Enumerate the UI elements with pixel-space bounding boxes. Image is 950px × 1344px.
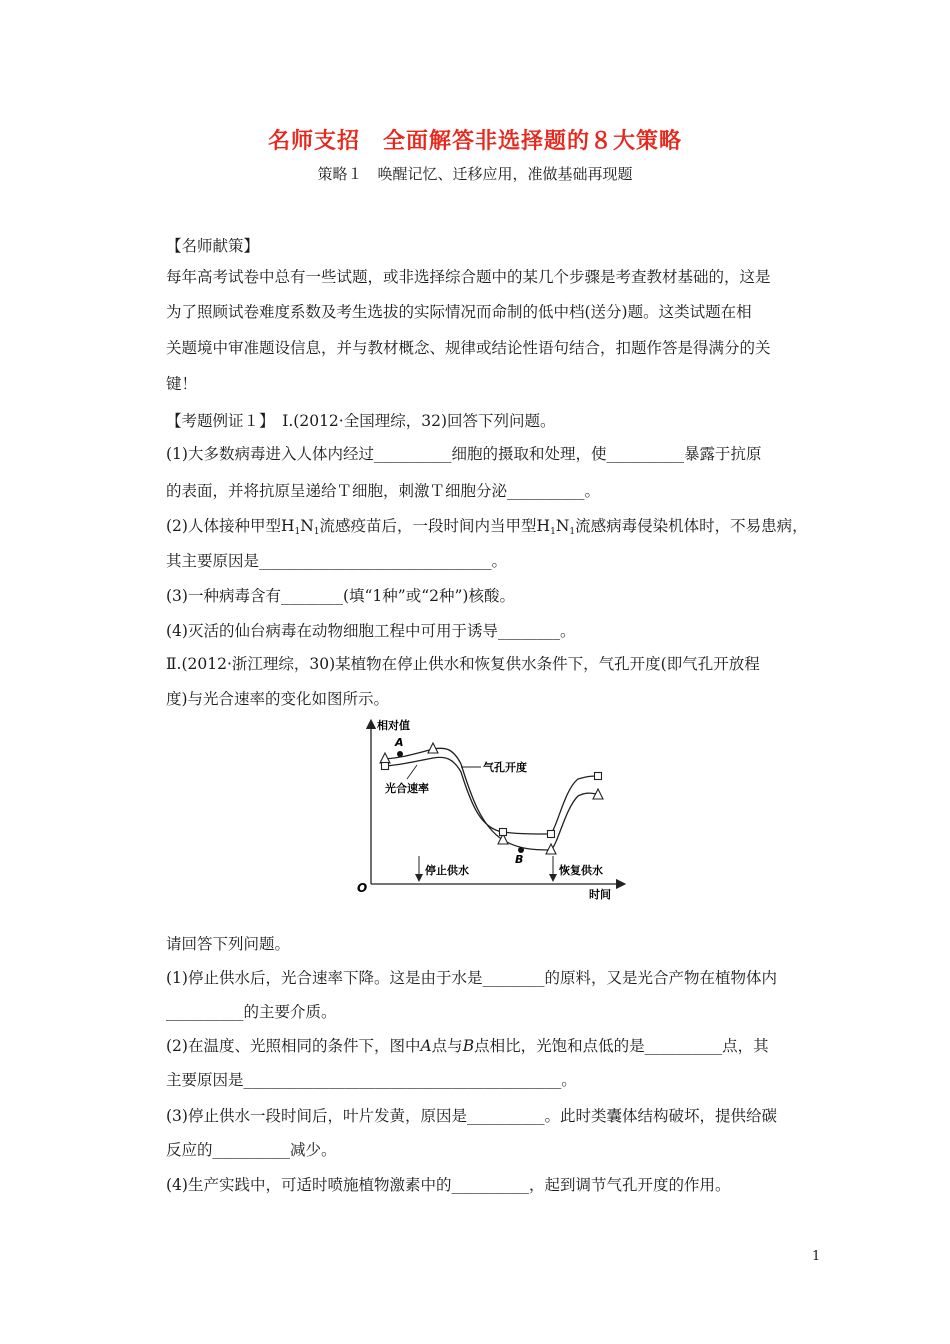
section-heading: 【名师献策】 (166, 237, 260, 255)
question-line: Ⅱ.(2012·浙江理综，30)某植物在停止供水和恢复供水条件下，气孔开度(即气孔开放程 (166, 655, 760, 673)
square-marker (595, 773, 602, 780)
question-line: 请回答下列问题。 (166, 935, 291, 953)
point-b-label: B (515, 853, 524, 866)
intro-line: 每年高考试卷中总有一些试题，或非选择综合题中的某几个步骤是考查教材基础的，这是 (166, 268, 771, 286)
intro-line: 关题境中审准题设信息，并与教材概念、规律或结论性语句结合，扣题作答是得满分的关 (166, 339, 771, 357)
square-marker (500, 829, 507, 836)
question-line: (3)一种病毒含有________(填“1种”或“2种”)核酸。 (166, 587, 515, 605)
resume-water-label: 恢复供水 (559, 864, 603, 877)
question-line: 度)与光合速率的变化如图所示。 (166, 690, 390, 708)
question-line: 主要原因是_________________________________________。 (166, 1071, 577, 1089)
stomata-photosynthesis-chart (353, 714, 628, 909)
question-line: (1)大多数病毒进入人体内经过__________细胞的摄取和处理，使__________暴露于抗原 (166, 445, 762, 463)
question-line: __________的主要介质。 (166, 1003, 337, 1021)
question-line: (2)在温度、光照相同的条件下，图中A点与B点相比，光饱和点低的是__________点，其 (166, 1037, 769, 1055)
question-line: 其主要原因是______________________________。 (166, 552, 508, 570)
question-line: (1)停止供水后，光合速率下降。这是由于水是________的原料，又是光合产物在植物体内 (166, 969, 777, 987)
question-line: (2)人体接种甲型$H_1N_1$流感疫苗后，一段时间内当甲型$H_1N_1$流感病毒侵染机体时，不易患病， (166, 517, 808, 537)
question-line: (3)停止供水一段时间后，叶片发黄，原因是__________。此时类囊体结构破坏，提供给碳 (166, 1107, 777, 1125)
stop-water-label: 停止供水 (425, 864, 469, 877)
intro-line: 键！ (166, 375, 198, 393)
triangle-marker (380, 753, 390, 763)
question-line: (4)生产实践中，可适时喷施植物激素中的__________，起到调节气孔开度的作用。 (166, 1176, 731, 1194)
stomata-series-label: 气孔开度 (483, 761, 527, 774)
y-axis-label: 相对值 (377, 719, 410, 732)
x-axis-label: 时间 (589, 888, 611, 901)
square-marker (382, 763, 389, 770)
question-line: 反应的__________减少。 (166, 1141, 337, 1159)
point-a-dot (397, 751, 403, 757)
page-title: 名师支招 全面解答非选择题的８大策略 (267, 129, 682, 154)
photosynthesis-series-label: 光合速率 (385, 782, 429, 795)
page-number: 1 (812, 1249, 821, 1264)
h1n1-label: $H_1N_1$ (280, 517, 320, 537)
origin-label: O (357, 881, 368, 895)
page-subtitle: 策略１ 唤醒记忆、迁移应用，准做基础再现题 (317, 165, 633, 183)
question-line: (4)灭活的仙台病毒在动物细胞工程中可用于诱导________。 (166, 622, 576, 640)
example-heading: 【考题例证１】 Ⅰ.(2012·全国理综，32)回答下列问题。 (166, 412, 556, 430)
h1n1-label: $H_1N_1$ (536, 517, 576, 537)
square-marker (548, 831, 555, 838)
photosynthesis-leader-line (407, 765, 417, 779)
intro-line: 为了照顾试卷难度系数及考生选拔的实际情况而命制的低中档(送分)题。这类试题在相 (166, 303, 752, 321)
point-a-label: A (395, 736, 404, 749)
question-line: 的表面，并将抗原呈递给Ｔ细胞，刺激Ｔ细胞分泌__________。 (166, 482, 601, 500)
